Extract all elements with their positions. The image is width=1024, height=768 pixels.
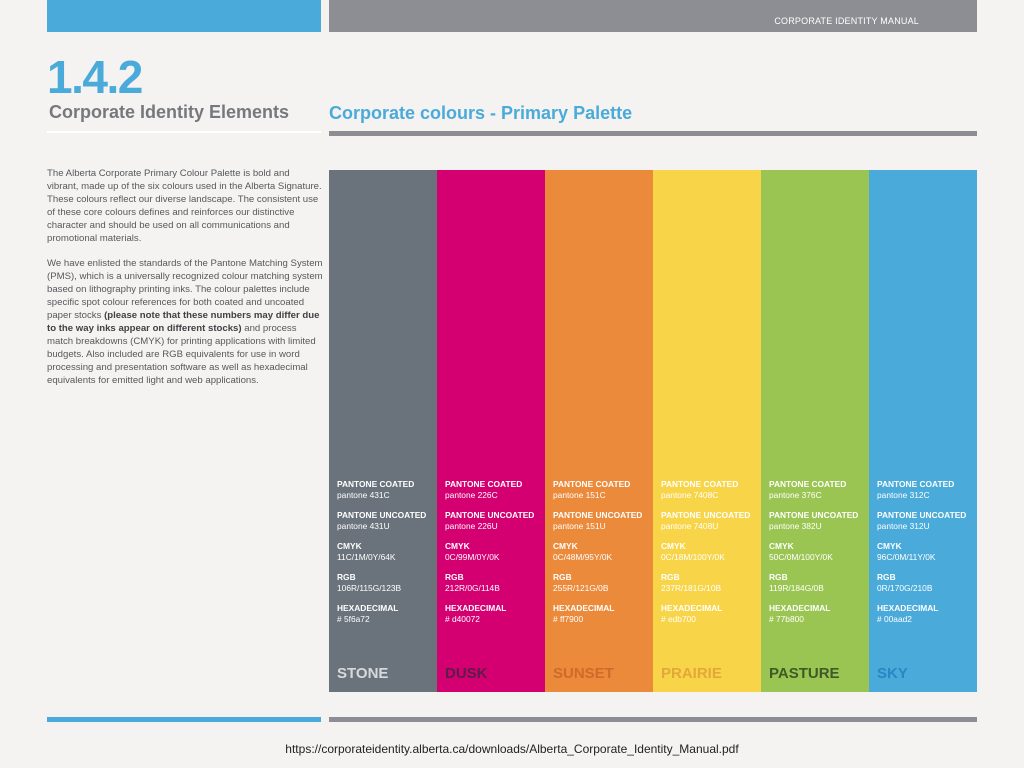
label-cmyk: CMYK <box>661 541 686 551</box>
value-pantone-coated: pantone 431C <box>337 489 390 500</box>
value-pantone-coated: pantone 376C <box>769 489 822 500</box>
colour-name-pasture: PASTURE <box>769 665 840 682</box>
manual-title: CORPORATE IDENTITY MANUAL <box>774 16 919 26</box>
swatch-sunset <box>545 170 653 692</box>
label-pantone-coated: PANTONE COATED <box>661 479 739 489</box>
swatch-sky <box>869 170 977 692</box>
colour-name-sunset: SUNSET <box>553 665 614 682</box>
bottom-bar-blue <box>47 717 321 722</box>
divider-left <box>47 131 321 133</box>
value-rgb: 237R/181G/10B <box>661 582 722 593</box>
value-pantone-coated: pantone 226C <box>445 489 498 500</box>
label-pantone-uncoated: PANTONE UNCOATED <box>337 510 427 520</box>
label-cmyk: CMYK <box>445 541 470 551</box>
label-pantone-coated: PANTONE COATED <box>769 479 847 489</box>
value-cmyk: 50C/0M/100Y/0K <box>769 551 833 562</box>
value-hex: # 5f6a72 <box>337 613 370 624</box>
label-pantone-uncoated: PANTONE UNCOATED <box>769 510 859 520</box>
spec-dusk <box>445 479 534 634</box>
label-rgb: RGB <box>661 572 680 582</box>
intro-paragraph-1: The Alberta Corporate Primary Colour Palette is bold and vibrant, made up of the six colours used in the Alberta Signature. These colours reflect our diverse landscape. The consistent use of these core colours defines and reinforces our distinctive character and should be used on all communications and promotional materials. <box>47 168 322 244</box>
label-pantone-coated: PANTONE COATED <box>445 479 523 489</box>
label-cmyk: CMYK <box>337 541 362 551</box>
value-hex: # d40072 <box>445 613 480 624</box>
label-rgb: RGB <box>769 572 788 582</box>
label-hex: HEXADECIMAL <box>661 603 723 613</box>
value-pantone-coated: pantone 312C <box>877 489 930 500</box>
colour-name-dusk: DUSK <box>445 665 488 682</box>
value-cmyk: 11C/1M/0Y/64K <box>337 551 396 562</box>
spec-stone <box>337 479 426 634</box>
label-hex: HEXADECIMAL <box>877 603 939 613</box>
spec-pasture <box>769 479 858 634</box>
section-title: Corporate Identity Elements <box>49 102 290 122</box>
value-rgb: 119R/184G/0B <box>769 582 824 593</box>
spec-prairie <box>661 479 750 634</box>
label-hex: HEXADECIMAL <box>553 603 615 613</box>
top-bar-grey <box>329 0 977 32</box>
value-pantone-uncoated: pantone 382U <box>769 520 822 531</box>
bottom-bar-grey <box>329 717 977 722</box>
value-rgb: 212R/0G/114B <box>445 582 500 593</box>
value-pantone-uncoated: pantone 431U <box>337 520 390 531</box>
label-rgb: RGB <box>553 572 572 582</box>
divider-right <box>329 131 977 136</box>
label-pantone-uncoated: PANTONE UNCOATED <box>661 510 751 520</box>
section-number: 1.4.2 <box>47 51 142 103</box>
label-pantone-coated: PANTONE COATED <box>337 479 415 489</box>
label-cmyk: CMYK <box>877 541 902 551</box>
value-pantone-coated: pantone 7408C <box>661 489 719 500</box>
intro-text <box>47 168 323 401</box>
label-rgb: RGB <box>337 572 356 582</box>
value-pantone-uncoated: pantone 226U <box>445 520 498 531</box>
label-cmyk: CMYK <box>769 541 794 551</box>
value-cmyk: 0C/48M/95Y/0K <box>553 551 613 562</box>
intro-paragraph-2-start: We have enlisted the standards of the Pantone Matching System (PMS), which is a universally recognized colour matching system based on lithography printing inks. The colour palettes include specific spot colour references for both coated and uncoated paper stocks <box>47 258 323 322</box>
spec-sunset <box>553 479 642 634</box>
label-pantone-coated: PANTONE COATED <box>553 479 631 489</box>
label-pantone-uncoated: PANTONE UNCOATED <box>445 510 535 520</box>
value-cmyk: 96C/0M/11Y/0K <box>877 551 936 562</box>
label-pantone-uncoated: PANTONE UNCOATED <box>877 510 967 520</box>
colour-name-sky: SKY <box>877 665 908 682</box>
label-pantone-coated: PANTONE COATED <box>877 479 955 489</box>
page-heading: Corporate colours - Primary Palette <box>329 103 633 123</box>
value-rgb: 106R/115G/123B <box>337 582 402 593</box>
value-rgb: 255R/121G/0B <box>553 582 609 593</box>
value-pantone-uncoated: pantone 7408U <box>661 520 719 531</box>
primary-palette <box>329 170 977 692</box>
swatch-prairie <box>653 170 761 692</box>
value-hex: # edb700 <box>661 613 696 624</box>
spec-sky <box>877 479 966 634</box>
label-hex: HEXADECIMAL <box>445 603 507 613</box>
top-bar-blue <box>47 0 321 32</box>
label-cmyk: CMYK <box>553 541 578 551</box>
value-pantone-uncoated: pantone 312U <box>877 520 930 531</box>
intro-paragraph-2 <box>47 258 323 387</box>
swatch-dusk <box>437 170 545 692</box>
value-cmyk: 0C/99M/0Y/0K <box>445 551 500 562</box>
label-pantone-uncoated: PANTONE UNCOATED <box>553 510 643 520</box>
value-cmyk: 0C/18M/100Y/0K <box>661 551 725 562</box>
source-url: https://corporateidentity.alberta.ca/downloads/Alberta_Corporate_Identity_Manual.pdf <box>285 742 739 756</box>
intro-paragraph-2-end: and process match breakdowns (CMYK) for printing applications with limited budgets. Also included are RGB equivalents for use in word processing and presentation software as well as hexadecimal equivalents for emitted light and web applications. <box>47 322 316 386</box>
label-rgb: RGB <box>877 572 896 582</box>
colour-name-stone: STONE <box>337 665 389 682</box>
colour-name-prairie: PRAIRIE <box>661 665 722 682</box>
swatch-pasture <box>761 170 869 692</box>
value-pantone-coated: pantone 151C <box>553 489 606 500</box>
value-hex: # ff7900 <box>553 613 584 624</box>
label-hex: HEXADECIMAL <box>337 603 399 613</box>
value-hex: # 77b800 <box>769 613 804 624</box>
label-rgb: RGB <box>445 572 464 582</box>
value-hex: # 00aad2 <box>877 613 912 624</box>
swatch-stone <box>329 170 437 692</box>
label-hex: HEXADECIMAL <box>769 603 831 613</box>
value-pantone-uncoated: pantone 151U <box>553 520 606 531</box>
value-rgb: 0R/170G/210B <box>877 582 933 593</box>
intro-paragraph-2-note: (please note that these numbers may differ due to the way inks appear on different stocks) <box>47 310 320 334</box>
